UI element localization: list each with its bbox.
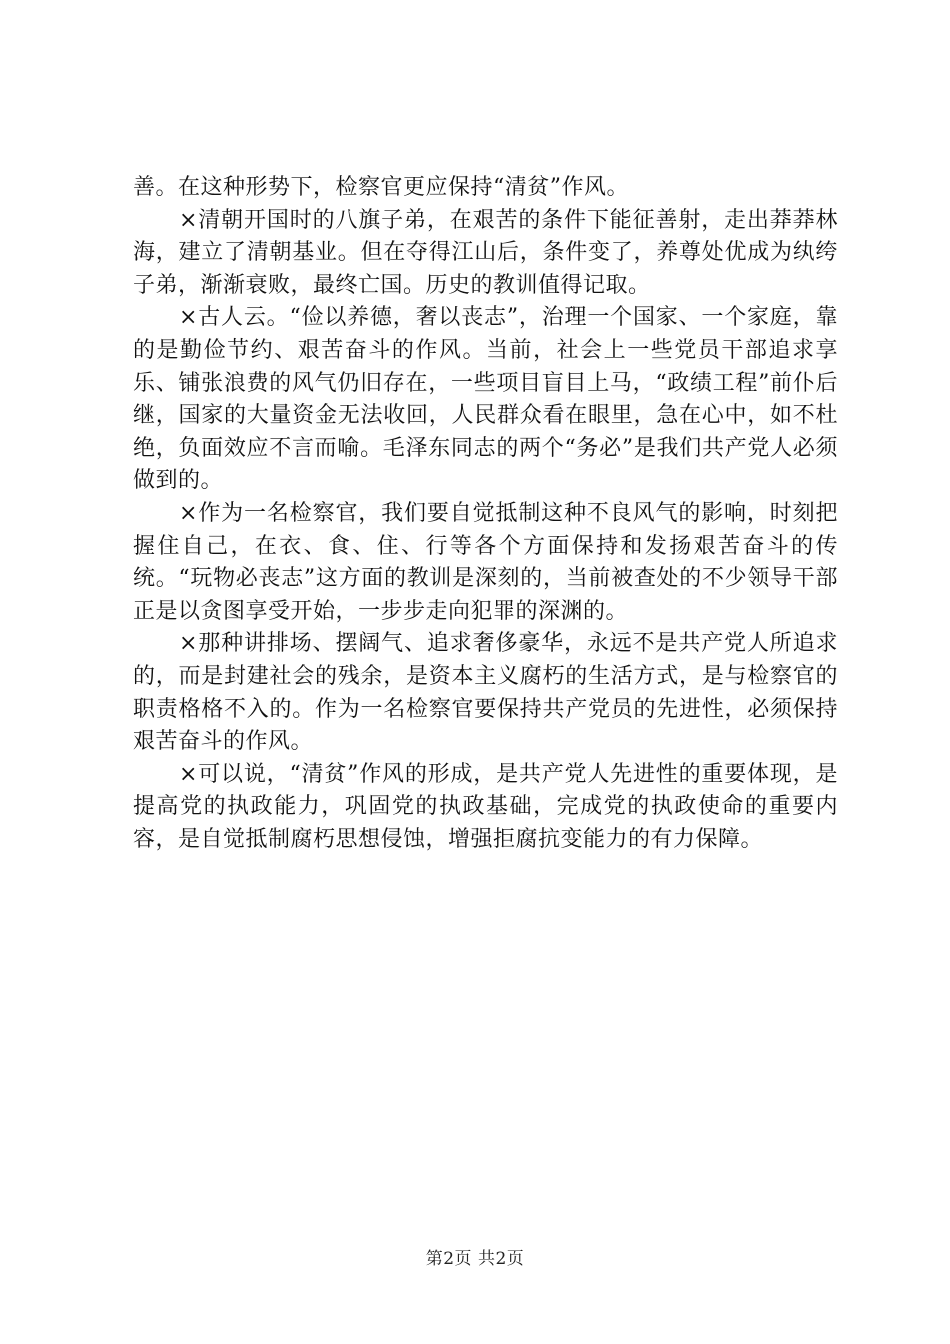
paragraph: ×可以说，“清贫”作风的形成，是共产党人先进性的重要体现，是提高党的执政能力，巩固党的执政基础，完成党的执政使命的重要内容，是自觉抵制腐朽思想侵蚀，增强拒腐抗变能力的有力保障。 — [133, 761, 838, 852]
paragraph: ×古人云。“俭以养德，奢以丧志”，治理一个国家、一个家庭，靠的是勤俭节约、艰苦奋斗的作风。当前，社会上一些党员干部追求享乐、铺张浪费的风气仍旧存在，一些项目盲目上马，“政绩工程”前仆后继，国家的大量资金无法收回，人民群众看在眼里，急在心中，如不杜绝，负面效应不言而喻。毛泽东同志的两个“务必”是我们共产党人必须做到的。 — [133, 305, 838, 494]
paragraph: ×清朝开国时的八旗子弟，在艰苦的条件下能征善射，走出莽莽林海，建立了清朝基业。但在夺得江山后，条件变了，养尊处优成为纨绔子弟，渐渐衰败，最终亡国。历史的教训值得记取。 — [133, 207, 838, 298]
paragraph: 善。在这种形势下，检察官更应保持“清贫”作风。 — [133, 175, 629, 200]
paragraph: ×那种讲排场、摆阔气、追求奢侈豪华，永远不是共产党人所追求的，而是封建社会的残余，是资本主义腐朽的生活方式，是与检察官的职责格格不入的。作为一名检察官要保持共产党员的先进性，必须保持艰苦奋斗的作风。 — [133, 631, 838, 755]
page-number-footer: 第2页 共2页 — [425, 1249, 525, 1269]
paragraph: ×作为一名检察官，我们要自觉抵制这种不良风气的影响，时刻把握住自己，在衣、食、住、行等各个方面保持和发扬艰苦奋斗的传统。“玩物必丧志”这方面的教训是深刻的，当前被查处的不少领导干部正是以贪图享受开始，一步步走向犯罪的深渊的。 — [133, 500, 838, 624]
document-body — [133, 172, 838, 856]
